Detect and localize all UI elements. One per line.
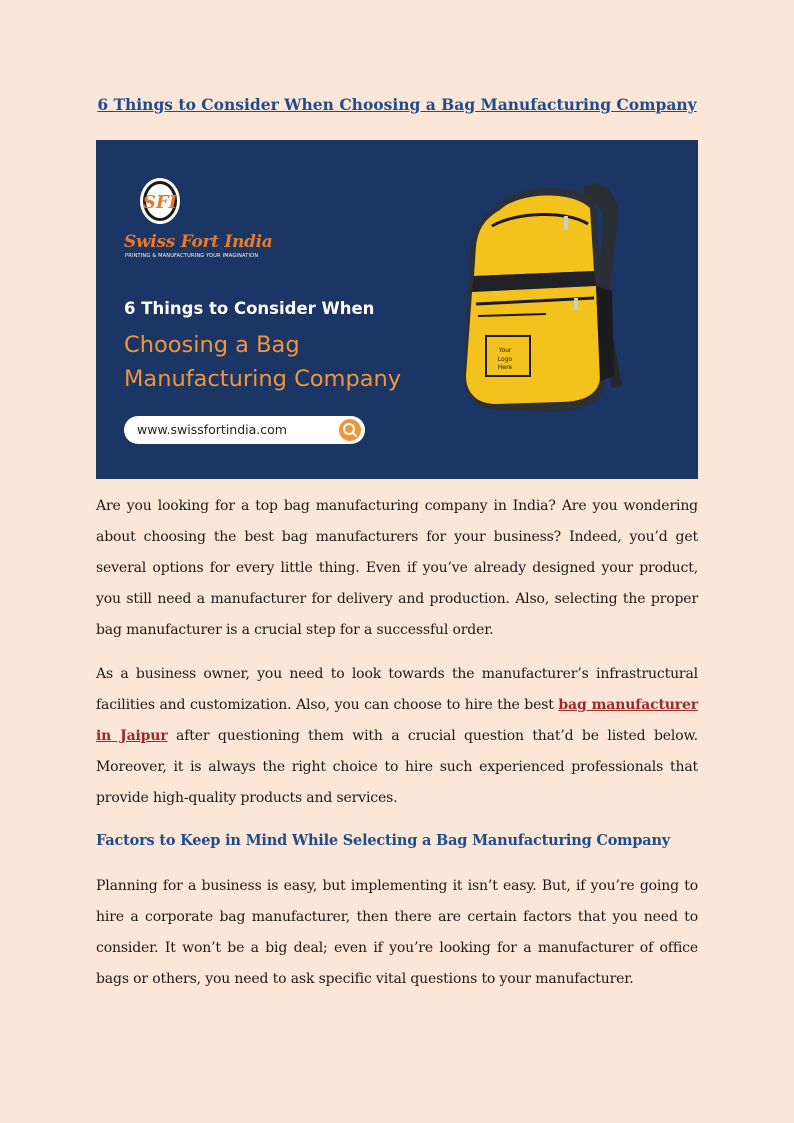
owner-paragraph-text-cont: after questioning them with a crucial question that’d be listed below. Moreover, it is always the right choice to hire such experienced professionals that provide high-quality products and services. [96,728,698,806]
banner-subheadline-line2: Manufacturing Company [124,366,402,392]
logo-monogram: SFI [142,192,178,213]
intro-paragraph: Are you looking for a top bag manufacturing company in India? Are you wondering about choosing the best bag manufacturers for your business? Indeed, you’d get several options for every little thing. Even if you’ve already designed your product, you still need a manufacturer for delivery and production. Also, selecting the proper bag manufacturer is a crucial step for a successful order. [96,498,698,638]
bag-manufacturer-jaipur-link[interactable]: bag manufacturer in Jaipur [96,697,698,744]
banner-headline: 6 Things to Consider When [124,299,375,318]
website-url[interactable]: www.swissfortindia.com [137,422,287,437]
banner-subheadline [124,328,401,396]
bag-logo-line: Logo [497,355,513,363]
search-icon [339,419,361,441]
banner-subheadline-line1: Choosing a Bag [124,332,300,358]
company-logo-name: Swiss Fort India [124,232,273,252]
section-heading: Factors to Keep in Mind While Selecting a Bag Manufacturing Company [96,832,671,849]
company-logo-tagline: PRINTING & MANUFACTURING YOUR IMAGINATION [125,253,259,259]
bag-logo-placeholder [492,347,518,373]
owner-paragraph-text: As a business owner, you need to look towards the manufacturer’s infrastructural facilities and customization. Also, you can choose to hire the best [96,666,698,713]
company-logo-emblem [138,176,182,228]
bag-logo-line: Your [498,347,512,354]
bag-logo-line: Here [497,364,513,371]
planning-paragraph: Planning for a business is easy, but implementing it isn’t easy. But, if you’re going to hire a corporate bag manufacturer, then there are certain factors that you need to consider. It won’t be a big deal; even if you’re looking for a manufacturer of office bags or others, you need to ask specific vital questions to your manufacturer. [96,878,698,987]
backpack-icon [456,176,636,426]
owner-paragraph [96,659,698,814]
hero-banner [96,140,698,479]
website-url-pill[interactable] [124,416,365,444]
document-title[interactable]: 6 Things to Consider When Choosing a Bag Manufacturing Company [97,95,697,114]
